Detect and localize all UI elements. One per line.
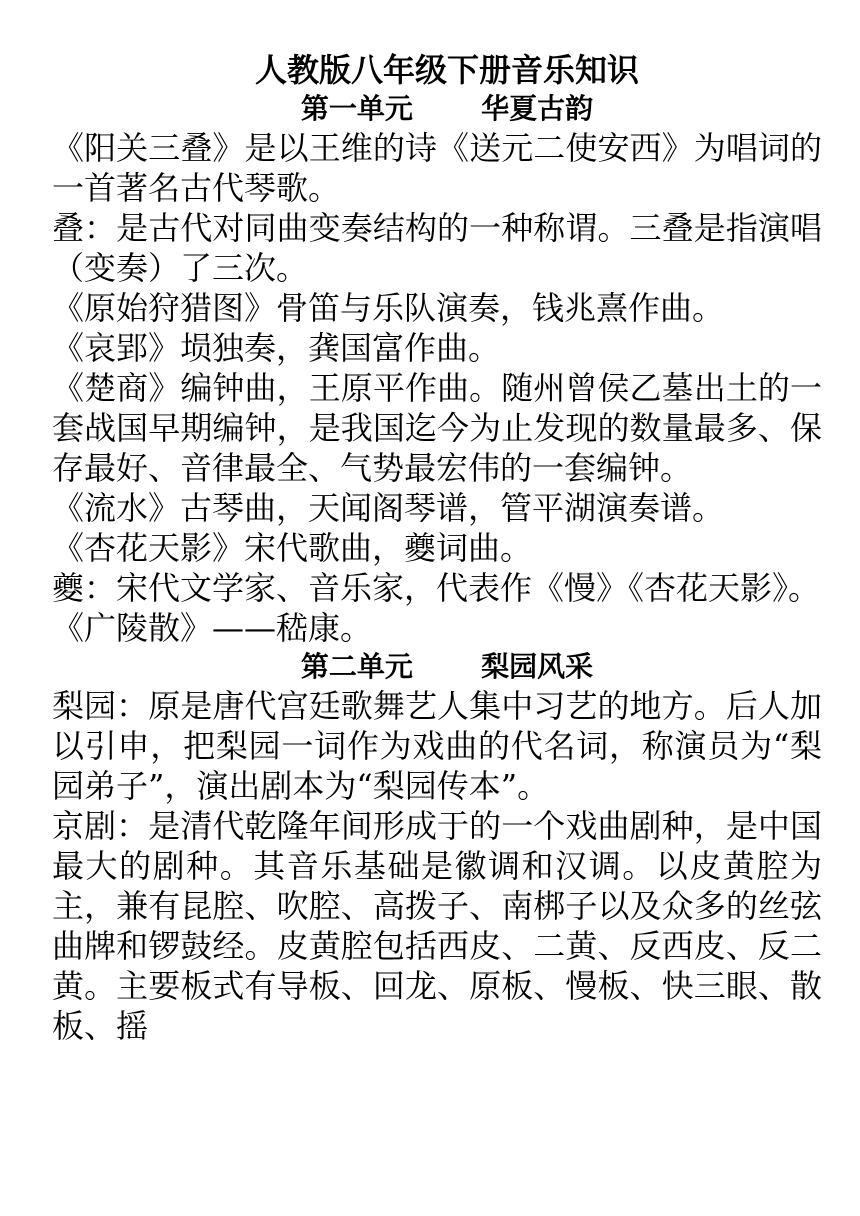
unit-1-paragraph-chushang: 《楚商》编钟曲，王原平作曲。随州曾侯乙墓出土的一套战国早期编钟，是我国迄今为止发现的数量最多、保存最好、音律最全、气势最宏伟的一套编钟。	[52, 369, 822, 487]
unit-1-paragraph-xinghua: 《杏花天影》宋代歌曲，夔词曲。	[52, 529, 533, 567]
unit-1-paragraph-aiying: 《哀郢》埙独奏，龚国富作曲。	[52, 329, 501, 367]
unit-1-paragraph-kui: 夔：宋代文学家、音乐家，代表作《慢》《杏花天影》。	[52, 569, 821, 607]
unit-2-paragraph-jingju: 京剧：是清代乾隆年间形成于的一个戏曲剧种，是中国最大的剧种。其音乐基础是徽调和汉调。以皮黄腔为主，兼有昆腔、吹腔、高拨子、南梆子以及众多的丝弦曲牌和锣鼓经。皮黄腔包括西皮、二黄、反西皮、反二黄。主要板式有导板、回龙、原板、慢板、快三眼、散板、摇	[52, 807, 822, 1045]
unit-2-heading: 第二单元 梨园风采	[300, 650, 594, 683]
unit-2-paragraph-liyuan: 梨园：原是唐代宫廷歌舞艺人集中习艺的地方。后人加以引申，把梨园一词作为戏曲的代名词，称演员为“梨园弟子”，演出剧本为“梨园传本”。	[52, 687, 822, 805]
unit-1-heading: 第一单元 华夏古韵	[300, 92, 594, 125]
document-title: 人教版八年级下册音乐知识	[254, 51, 639, 89]
unit-1-paragraph-guangling: 《广陵散》——嵇康。	[52, 609, 373, 647]
unit-1-paragraph-liushui: 《流水》古琴曲，天闻阁琴谱，管平湖演奏谱。	[52, 489, 725, 527]
unit-1-paragraph-hunting: 《原始狩猎图》骨笛与乐队演奏，钱兆熹作曲。	[52, 289, 725, 327]
unit-1-paragraph-die: 叠：是古代对同曲变奏结构的一种称谓。三叠是指演唱（变奏）了三次。	[52, 209, 822, 287]
document-page	[52, 50, 822, 1046]
unit-1-paragraph-yangguan: 《阳关三叠》是以王维的诗《送元二使安西》为唱词的一首著名古代琴歌。	[52, 129, 822, 207]
